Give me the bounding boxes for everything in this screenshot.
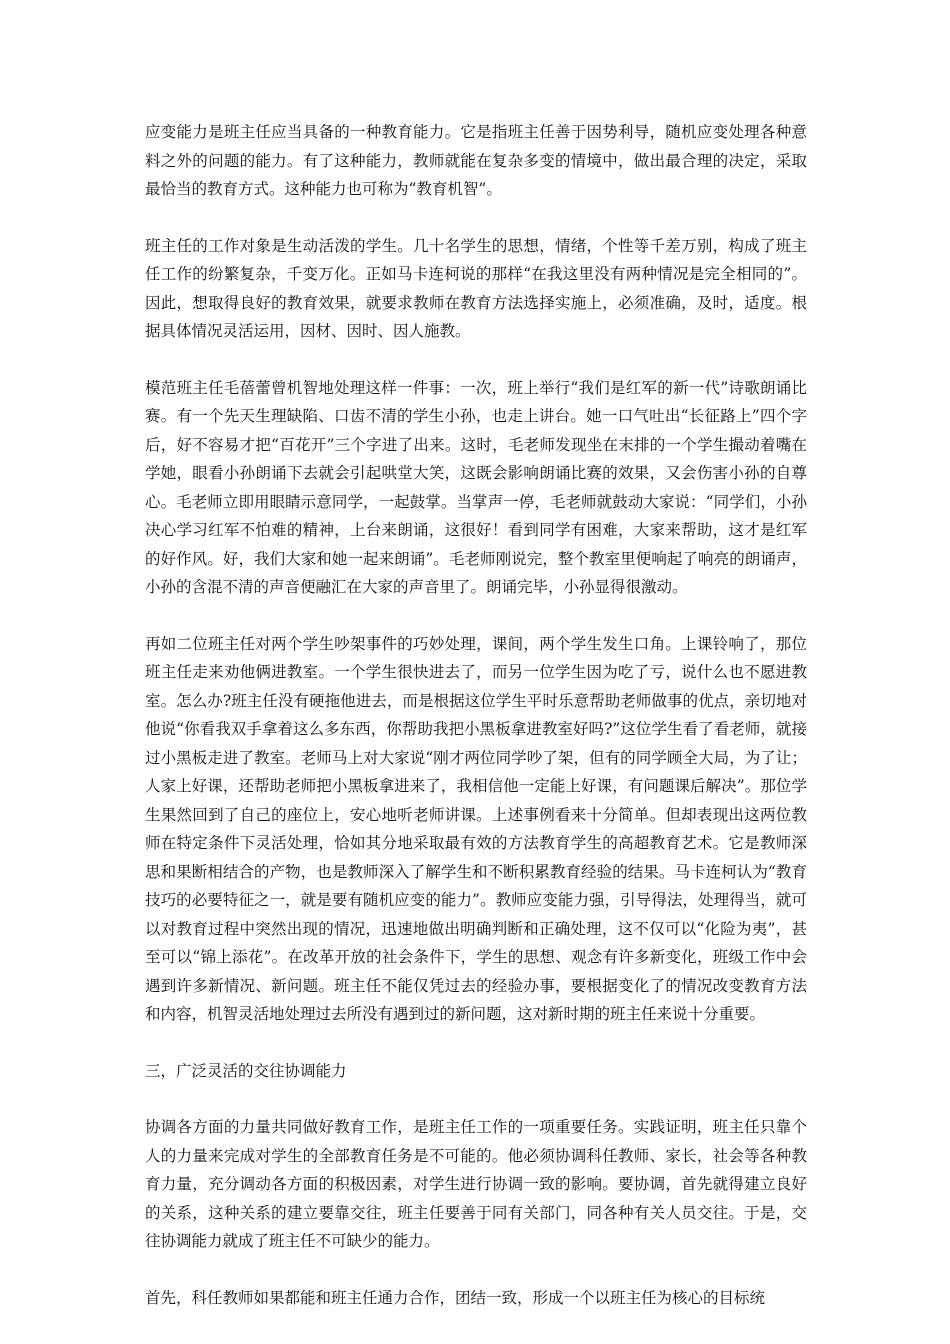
paragraph-adaptability-definition: 应变能力是班主任应当具备的一种教育能力。它是指班主任善于因势利导，随机应变处理各种意料之外的问题的能力。有了这种能力，教师就能在复杂多变的情境中，做出最合理的决定，采取最恰当的教育方式。这种能力也可称为“教育机智”。 — [145, 123, 807, 198]
paragraph-first-point: 首先，科任教师如果都能和班主任通力合作，团结一致，形成一个以班主任为核心的目标统 — [145, 1288, 766, 1307]
document-body — [145, 118, 807, 1340]
paragraph-example-quarrel: 再如二位班主任对两个学生吵架事件的巧妙处理，课间，两个学生发生口角。上课铃响了，那位班主任走来劝他俩进教室。一个学生很快进去了，而另一位学生因为吃了亏，说什么也不愿进教室。怎么办?班主任没有硬拖他进去，而是根据这位学生平时乐意帮助老师做事的优点，亲切地对他说“你看我双手拿着这么多东西，你帮助我把小黑板拿进教室好吗?”这位学生看了看老师，就接过小黑板走进了教室。老师马上对大家说“刚才两位同学吵了架，但有的同学顾全大局，为了让；人家上好课，还帮助老师把小黑板拿进来了，我相信他一定能上好课，有问题课后解决”。那位学生果然回到了自己的座位上，安心地听老师讲课。上述事例看来十分简单。但却表现出这两位教师在特定条件下灵活处理，恰如其分地采取最有效的方法教育学生的高超教育艺术。它是教师深思和果断相结合的产物，也是教师深入了解学生和不断积累教育经验的结果。马卡连柯认为“教育技巧的必要特征之一，就是要有随机应变的能力”。教师应变能力强，引导得法，处理得当，就可以对教育过程中突然出现的情况，迅速地做出明确判断和正确处理，这不仅可以“化险为夷”，甚至可以“锦上添花”。在改革开放的社会条件下，学生的思想、观念有许多新变化，班级工作中会遇到许多新情况、新问题。班主任不能仅凭过去的经验办事，要根据变化了的情况改变教育方法和内容，机智灵活地处理过去所没有遇到过的新问题，这对新时期的班主任来说十分重要。 — [145, 634, 807, 1023]
section-heading: 三，广泛灵活的交往协调能力 — [145, 1061, 347, 1080]
paragraph-coordination: 协调各方面的力量共同做好教育工作，是班主任工作的一项重要任务。实践证明，班主任只靠个人的力量来完成对学生的全部教育任务是不可能的。他必须协调科任教师、家长，社会等各种教育力量，充分调动各方面的积极因素，对学生进行协调一致的影响。要协调，首先就得建立良好的关系，这种关系的建立要靠交往，班主任要善于同有关部门，同各种有关人员交往。于是，交往协调能力就成了班主任不可缺少的能力。 — [145, 1118, 807, 1250]
paragraph-example-recitation: 模范班主任毛蓓蕾曾机智地处理这样一件事：一次，班上举行“我们是红军的新一代”诗歌朗诵比赛。有一个先天生理缺陷、口齿不清的学生小孙，也走上讲台。她一口气吐出“长征路上”四个字后，好不容易才把“百花开”三个字进了出来。这时，毛老师发现坐在末排的一个学生撮动着嘴在学她，眼看小孙朗诵下去就会引起哄堂大笑，这既会影响朗诵比赛的效果，又会伤害小孙的自尊心。毛老师立即用眼睛示意同学，一起鼓掌。当掌声一停，毛老师就鼓动大家说：“同学们，小孙决心学习红军不怕难的精神，上台来朗诵，这很好！看到同学有困难，大家来帮助，这才是红军的好作风。好，我们大家和她一起来朗诵”。毛老师刚说完，整个教室里便响起了响亮的朗诵声，小孙的含混不清的声音便融汇在大家的声音里了。朗诵完毕，小孙显得很激动。 — [145, 378, 807, 596]
paragraph-work-object: 班主任的工作对象是生动活泼的学生。几十名学生的思想，情绪，个性等千差万别，构成了班主任工作的纷繁复杂，千变万化。正如马卡连柯说的那样“在我这里没有两种情况是完全相同的”。因此，想取得良好的教育效果，就要求教师在教育方法选择实施上，必须准确，及时，适度。根据具体情况灵活运用，因材、因时、因人施教。 — [145, 236, 807, 340]
